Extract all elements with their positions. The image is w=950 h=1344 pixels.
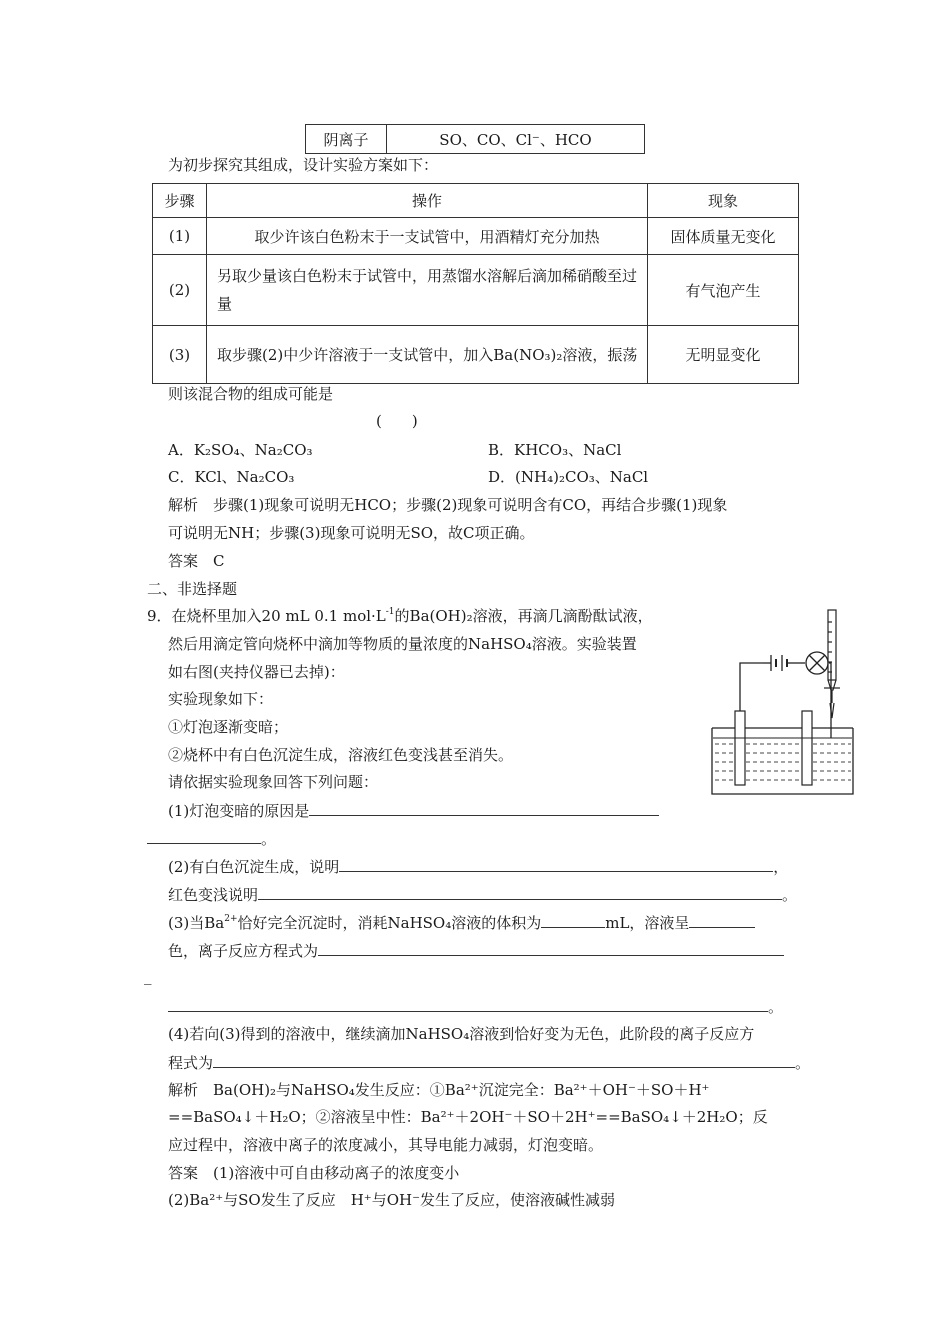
q9-part4b	[168, 1052, 810, 1073]
part2b-prompt: 红色变浅说明	[168, 886, 259, 904]
bulb-icon	[806, 652, 828, 674]
part3-a: (3)当Ba	[168, 914, 225, 932]
part2-prompt: (2)有白色沉淀生成，说明	[168, 858, 340, 876]
electrode-left	[735, 711, 745, 785]
result-cell: 无明显变化	[648, 326, 799, 384]
header-result: 现象	[648, 184, 799, 218]
q8-bracket: ( )	[376, 412, 418, 430]
answer-blank-color[interactable]	[689, 912, 755, 928]
circuit-wire	[740, 663, 831, 743]
q9-part1	[168, 800, 659, 821]
answer-blank-volume[interactable]	[541, 912, 605, 928]
header-operation: 操作	[207, 184, 648, 218]
q9-part4a: (4)若向(3)得到的溶液中，继续滴加NaHSO₄溶液到恰好变为无色，此阶段的离子反应方	[168, 1025, 755, 1043]
part3-d: 色，离子反应方程式为	[168, 942, 319, 960]
q9-line1	[147, 606, 653, 626]
step-cell: (2)	[153, 255, 207, 326]
answer-blank-3a[interactable]	[318, 940, 784, 956]
q9-answer-line2: (2)Ba²⁺与SO发生了反应 H⁺与OH⁻发生了反应，使溶液碱性减弱	[168, 1191, 616, 1209]
part3-b: 恰好完全沉淀时，消耗NaHSO₄溶液的体积为	[237, 914, 542, 932]
answer-blank-3b[interactable]	[168, 996, 768, 1012]
q9-part1-cont	[147, 828, 276, 849]
q9-line7: 请依据实验现象回答下列问题：	[168, 773, 379, 791]
q9-line1-a: 9．在烧杯里加入20 mL 0.1 mol·L	[147, 607, 386, 625]
q9-analysis-line1: 解析 Ba(OH)₂与NaHSO₄发生反应：①Ba²⁺沉淀完全：Ba²⁺＋OH⁻＋SO＋H⁺	[168, 1081, 710, 1099]
q9-part3c	[168, 996, 783, 1017]
q9-part3b	[168, 940, 784, 961]
q8-analysis-line2: 可说明无NH；步骤(3)现象可说明无SO，故C项正确。	[168, 524, 535, 542]
step-cell: (1)	[153, 218, 207, 255]
header-step: 步骤	[153, 184, 207, 218]
option-b: B．KHCO₃、NaCl	[488, 441, 622, 459]
section-heading: 二、非选择题	[147, 580, 238, 598]
answer-blank-1b[interactable]	[147, 828, 261, 844]
option-d: D．(NH₄)₂CO₃、NaCl	[488, 468, 649, 486]
q8-answer: 答案 C	[168, 552, 225, 570]
q9-part2a	[168, 856, 788, 877]
q9-part2b	[168, 884, 797, 905]
q9-line5: ①灯泡逐渐变暗；	[168, 718, 289, 736]
answer-blank-2a[interactable]	[339, 856, 773, 872]
answer-blank-4[interactable]	[213, 1052, 795, 1068]
q9-analysis-line2: ==BaSO₄↓＋H₂O；②溶液呈中性：Ba²⁺＋2OH⁻＋SO＋2H⁺==BaSO₄↓＋2H₂O；反	[168, 1108, 768, 1126]
experiment-table	[152, 183, 799, 384]
operation-cell: 取少许该白色粉末于一支试管中，用酒精灯充分加热	[207, 218, 648, 255]
q9-line2: 然后用滴定管向烧杯中滴加等物质的量浓度的NaHSO₄溶液。实验装置	[168, 635, 637, 653]
intro-text: 为初步探究其组成，设计实验方案如下：	[168, 156, 439, 174]
option-c: C．KCl、Na₂CO₃	[168, 468, 295, 486]
option-a: A．K₂SO₄、Na₂CO₃	[168, 441, 313, 459]
q9-line4: 实验现象如下：	[168, 690, 274, 708]
apparatus-diagram	[705, 608, 855, 798]
q9-analysis-line3: 应过程中，溶液中离子的浓度减小，其导电能力减弱，灯泡变暗。	[168, 1136, 604, 1154]
burette	[824, 610, 840, 718]
q9-line1-b: 的Ba(OH)₂溶液，再滴几滴酚酞试液，	[394, 607, 653, 625]
part1-end: 。	[261, 830, 277, 848]
part3-c: mL，溶液呈	[605, 914, 690, 932]
part4-prompt: 程式为	[168, 1054, 214, 1072]
q9-answer-line1: 答案 (1)溶液中可自由移动离子的浓度变小	[168, 1164, 460, 1182]
q9-line1-sup: -1	[385, 607, 395, 617]
operation-cell: 另取少量该白色粉末于试管中，用蒸馏水溶解后滴加稀硝酸至过量	[207, 255, 648, 326]
operation-cell: 取步骤(2)中少许溶液于一支试管中，加入Ba(NO₃)₂溶液，振荡	[207, 326, 648, 384]
part1-prompt: (1)灯泡变暗的原因是	[168, 802, 310, 820]
part2-comma: ，	[773, 858, 789, 876]
anion-label: 阴离子	[306, 125, 387, 154]
anion-table	[305, 124, 645, 154]
anion-value: SO、CO、Cl⁻、HCO	[387, 125, 645, 154]
result-cell: 有气泡产生	[648, 255, 799, 326]
answer-blank-1a[interactable]	[309, 800, 659, 816]
result-cell: 固体质量无变化	[648, 218, 799, 255]
part2b-period: 。	[782, 886, 798, 904]
part4-period: 。	[795, 1054, 811, 1072]
q8-question: 则该混合物的组成可能是	[168, 385, 334, 403]
step-cell: (3)	[153, 326, 207, 384]
q9-part3a	[168, 912, 755, 933]
q8-analysis-line1: 解析 步骤(1)现象可说明无HCO；步骤(2)现象可说明含有CO，再结合步骤(1)现象	[168, 496, 728, 514]
part3-sup: 2+	[224, 914, 238, 924]
q9-line3: 如右图(夹持仪器已去掉)：	[168, 663, 345, 681]
electrode-right	[802, 711, 812, 785]
part3-period: 。	[768, 998, 784, 1016]
battery-icon	[763, 655, 797, 671]
q9-dash: _	[144, 967, 152, 985]
q9-line6: ②烧杯中有白色沉淀生成，溶液红色变浅甚至消失。	[168, 746, 514, 764]
answer-blank-2b[interactable]	[258, 884, 782, 900]
